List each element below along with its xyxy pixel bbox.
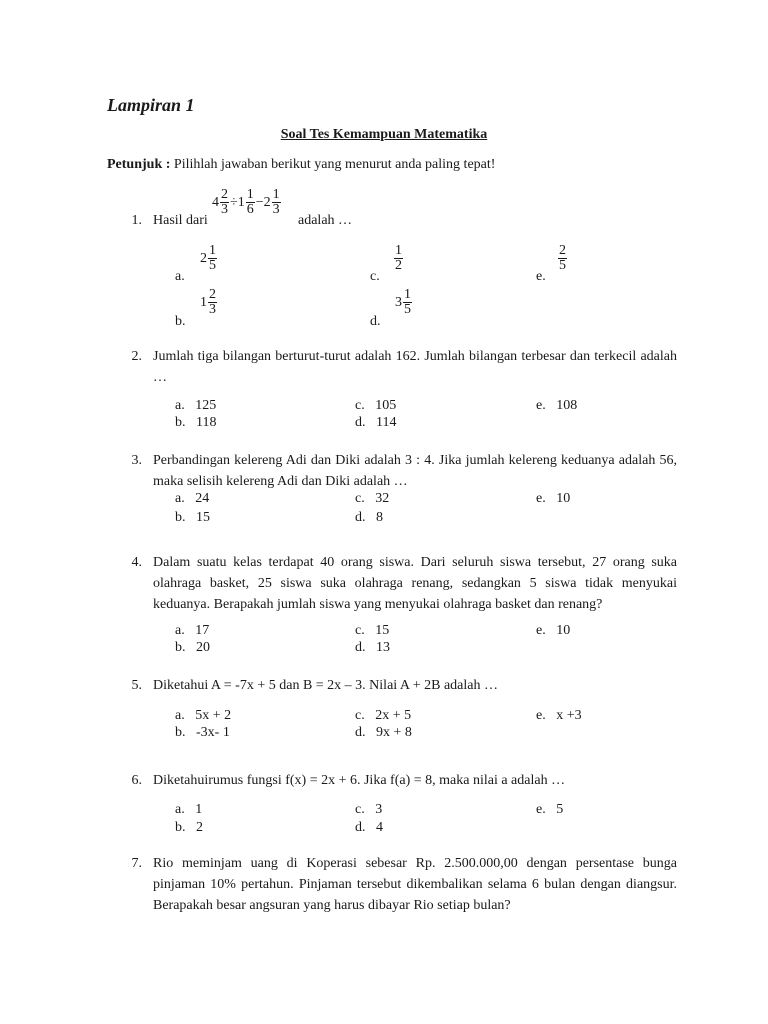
q4-text: Dalam suatu kelas terdapat 40 orang siswa. Dari seluruh siswa tersebut, 27 orang suka olahraga basket, 25 siswa suka olahraga renang, sedangkan 5 siswa tidak menyukai keduanya. Berapakah jumlah siswa yang menyukai olahraga basket dan renang? [153, 555, 677, 612]
q7-number: 7. [131, 856, 142, 871]
q3-number: 3. [131, 453, 142, 468]
q1-expr-minus: − [255, 194, 264, 210]
q1-option-b-letter: b. [175, 314, 186, 329]
q1-option-d-value: 3 $\frac{1}{5}$ [395, 287, 411, 317]
q2-option-e: e. 108 [536, 398, 578, 413]
q2-option-b: b. 118 [175, 415, 217, 430]
q1-suffix: adalah … [298, 213, 353, 228]
instructions-text: Pilihlah jawaban berikut yang menurut anda paling tepat! [173, 157, 496, 172]
q1-option-b-value: 1 $\frac{2}{3}$ [200, 287, 216, 317]
q5-text: Diketahui A = -7x + 5 dan B = 2x – 3. Nilai A + 2B adalah … [153, 678, 498, 693]
q3-option-a: a. 24 [175, 491, 210, 506]
q1-expr-whole-3: 2 [263, 194, 271, 210]
q1-option-e-value: $\frac{2}{5}$ [559, 243, 566, 273]
q1-expr-whole-1: 4 [212, 194, 219, 210]
q4-option-e: e. 10 [536, 623, 571, 638]
q2-option-c: c. 105 [355, 398, 397, 413]
q2-option-a: a. 125 [175, 398, 217, 413]
instructions-label: Petunjuk : [107, 157, 171, 172]
q4-option-b: b. 20 [175, 640, 210, 655]
q6-option-a: a. 1 [175, 802, 203, 817]
q1-number: 1. [131, 213, 142, 228]
q6-option-d: d. 4 [355, 820, 383, 835]
q1-prefix: Hasil dari [153, 213, 208, 228]
q2-number: 2. [131, 349, 142, 364]
q5-option-a: a. 5x + 2 [175, 708, 232, 723]
q1-option-a-letter: a. [175, 269, 185, 284]
q5-option-d: d. 9x + 8 [355, 725, 412, 740]
q1-expr-fraction-2: $\frac{1}{6}$ [246, 187, 254, 217]
q5-option-e: e. x +3 [536, 708, 582, 723]
instructions [107, 158, 495, 172]
q2-text: Jumlah tiga bilangan berturut-turut adalah 162. Jumlah bilangan terbesar dan terkecil adalah … [153, 349, 677, 385]
test-title: Soal Tes Kemampuan Matematika [280, 127, 488, 142]
q5-option-c: c. 2x + 5 [355, 708, 412, 723]
q4-option-a: a. 17 [175, 623, 210, 638]
appendix-heading: Lampiran 1 [107, 95, 195, 115]
q1-option-a-value: 2 $\frac{1}{5}$ [200, 243, 216, 273]
q6-option-c: c. 3 [355, 802, 383, 817]
q4-option-c: c. 15 [355, 623, 390, 638]
q1-expr-fraction-3: $\frac{1}{3}$ [272, 187, 280, 217]
q6-text: Diketahuirumus fungsi f(x) = 2x + 6. Jika f(a) = 8, maka nilai a adalah … [153, 773, 566, 788]
q4-number: 4. [131, 555, 142, 570]
q6-number: 6. [131, 773, 142, 788]
q1-expr-divide: ÷ [230, 194, 238, 210]
q2-option-d: d. 114 [355, 415, 397, 430]
q1-option-e-letter: e. [536, 269, 546, 284]
q3-option-e: e. 10 [536, 491, 571, 506]
q6-option-e: e. 5 [536, 802, 564, 817]
q5-number: 5. [131, 678, 142, 693]
q5-option-b: b. -3x- 1 [175, 725, 230, 740]
q1-expr-whole-2: 1 [237, 194, 245, 210]
q1-expr-fraction-1: $\frac{2}{3}$ [221, 187, 228, 217]
q3-option-d: d. 8 [355, 510, 383, 525]
q1-option-c-value: $\frac{1}{2}$ [395, 243, 402, 273]
q4-option-d: d. 13 [355, 640, 390, 655]
q6-option-b: b. 2 [175, 820, 203, 835]
q1-option-c-letter: c. [370, 269, 380, 284]
q7-text: Rio meminjam uang di Koperasi sebesar Rp. 2.500.000,00 dengan persentase bunga pinjaman 10% pertahun. Pinjaman tersebut dikembalikan selama 6 bulan dengan diangsur. Berapakah besar angsuran yang harus dibayar Rio setiap bulan? [153, 856, 677, 913]
q3-option-b: b. 15 [175, 510, 210, 525]
q1-option-d-letter: d. [370, 314, 381, 329]
q1-expression [212, 188, 282, 217]
q3-text: Perbandingan kelereng Adi dan Diki adalah 3 : 4. Jika jumlah kelereng keduanya adalah 56, maka selisih kelereng Adi dan Diki adalah … [153, 453, 677, 489]
q3-option-c: c. 32 [355, 491, 390, 506]
